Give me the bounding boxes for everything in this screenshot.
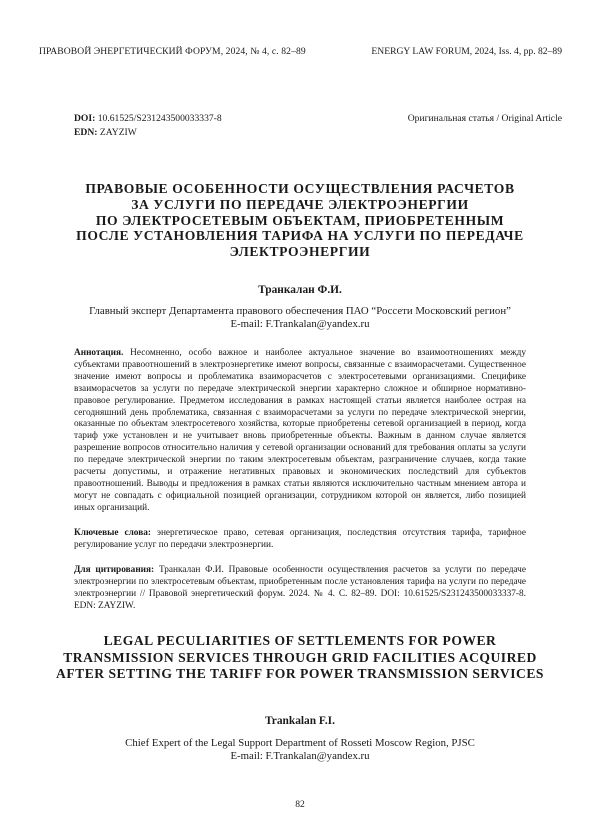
abstract <box>74 348 526 515</box>
ru-author: Транкалан Ф.И. <box>258 284 342 296</box>
ru-title <box>60 181 540 260</box>
citation <box>74 565 526 613</box>
en-title-line: LEGAL PECULIARITIES OF SETTLEMENTS FOR POWER <box>103 633 497 648</box>
en-email: E-mail: F.Trankalan@yandex.ru <box>230 750 370 762</box>
edn-line <box>74 127 137 138</box>
doi-line <box>74 113 222 124</box>
en-title-line: AFTER SETTING THE TARIFF FOR POWER TRANSMISSION SERVICES <box>56 666 544 681</box>
ru-title-line: ПО ЭЛЕКТРОСЕТЕВЫМ ОБЪЕКТАМ, ПРИОБРЕТЕННЫМ <box>95 212 505 228</box>
abstract-label: Аннотация. <box>74 348 124 358</box>
en-author: Trankalan F.I. <box>265 715 335 727</box>
en-title-line: TRANSMISSION SERVICES THROUGH GRID FACILITIES ACQUIRED <box>63 649 537 665</box>
citation-text: Транкалан Ф.И. Правовые особенности осуществления расчетов за услуги по передаче электроэнергии по электросетевым объектам, приобретенным после установления тарифа на услуги по передаче электроэнергии // Правовой энергетический форум. 2024. № 4. С. 82–89. DOI: 10.61525/S231243500033337-8. EDN: ZAYZIW. <box>74 565 526 611</box>
running-header-en: ENERGY LAW FORUM, 2024, Iss. 4, pp. 82–89 <box>371 46 562 57</box>
abstract-text: Несомненно, особо важное и наиболее актуальное значение во взаимоотношениях между субъектами правоотношений в электроэнергетике имеют вопросы, связанные с взаиморасчетами. Существенное значение имеют вопросы и проблематика взаиморасчетов с электросетевыми организациями. Специфике взаиморасчетов за услуги по передаче электрической энергии характерно сложное и обширное нормативно-правовое регулирование. Предметом исследования в рамках настоящей статьи является наиболее острая на сегодняшний день проблематика, связанная с взаиморасчетами за услуги по передаче электрической энергии, оказанные по объектам электросетевого хозяйства, которые приобретены сетевой организацией в период, когда тариф уже установлен и не учитывает вновь приобретенные объекты. Важным в данном случае является разрешение вопросов относительно наличия у сетевой организации оснований для требования оплаты за услуги по передаче электрической энергии по таким электросетевым объектам, разграничение случаев, когда такие расчеты допустимы, и отражение негативных правовых и экономических последствий для субъектов правоотношений. Выводы и предложения в рамках статьи являются исключительно частным мнением автора и могут не совпадать с официальной позицией организации, сотрудником которой он является, либо позицией иных организаций. <box>74 348 527 513</box>
ru-email: E-mail: F.Trankalan@yandex.ru <box>230 318 370 330</box>
doi-value: 10.61525/S231243500033337-8 <box>97 113 222 124</box>
ru-affiliation: Главный эксперт Департамента правового обеспечения ПАО “Россети Московский регион” <box>89 305 511 317</box>
ru-title-line: ЗА УСЛУГИ ПО ПЕРЕДАЧЕ ЭЛЕКТРОЭНЕРГИИ <box>131 196 469 212</box>
edn-label: EDN: <box>74 127 98 138</box>
running-header-ru: ПРАВОВОЙ ЭНЕРГЕТИЧЕСКИЙ ФОРУМ, 2024, № 4, с. 82–89 <box>39 46 306 57</box>
en-title <box>30 633 570 683</box>
keywords-text: энергетическое право, сетевая организация, последствия отсутствия тарифа, тарифное регулирование услуг по передачи электроэнергии. <box>74 528 526 550</box>
keywords <box>74 528 526 552</box>
ru-title-line: ПОСЛЕ УСТАНОВЛЕНИЯ ТАРИФА НА УСЛУГИ ПО ПЕРЕДАЧЕ <box>76 228 524 244</box>
keywords-label: Ключевые слова: <box>74 528 151 538</box>
en-affiliation: Chief Expert of the Legal Support Department of Rosseti Moscow Region, PJSC <box>125 737 475 749</box>
page-number: 82 <box>295 799 305 810</box>
article-type: Оригинальная статья / Original Article <box>407 113 562 124</box>
edn-value: ZAYZIW <box>99 127 137 138</box>
doi-label: DOI: <box>74 113 96 124</box>
ru-title-line: ЭЛЕКТРОЭНЕРГИИ <box>229 244 371 260</box>
citation-label: Для цитирования: <box>74 565 155 575</box>
ru-affiliation-block <box>50 305 550 331</box>
en-affiliation-block <box>50 737 550 763</box>
ru-title-line: ПРАВОВЫЕ ОСОБЕННОСТИ ОСУЩЕСТВЛЕНИЯ РАСЧЕТОВ <box>85 181 515 196</box>
